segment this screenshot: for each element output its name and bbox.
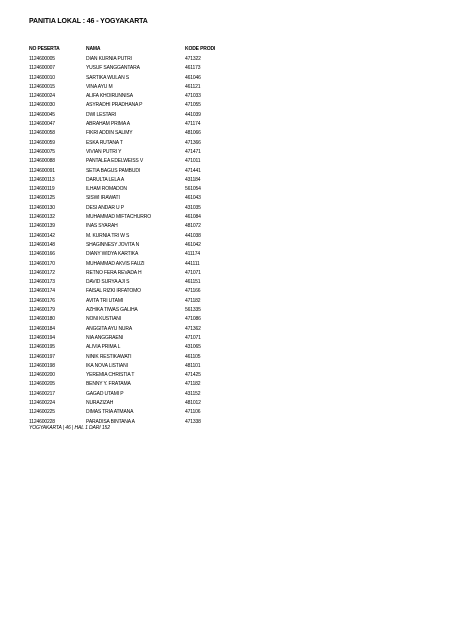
cell-kode-prodi: 471322 bbox=[185, 56, 201, 62]
table-header-row bbox=[29, 44, 399, 55]
table-row bbox=[29, 139, 399, 148]
cell-no-peserta: 1124600179 bbox=[29, 307, 55, 314]
table-row bbox=[29, 176, 399, 185]
table-row bbox=[29, 408, 399, 417]
cell-nama: VINA AYU M bbox=[86, 83, 113, 90]
cell-nama: DARULTA LELA A bbox=[86, 176, 125, 183]
table-row bbox=[29, 222, 399, 231]
cell-kode-prodi: 461043 bbox=[185, 195, 201, 202]
cell-kode-prodi: 471338 bbox=[185, 418, 201, 425]
cell-kode-prodi: 481101 bbox=[185, 362, 201, 369]
cell-nama: SHAGINNESY JOVITA N bbox=[86, 241, 140, 248]
page-title: PANITIA LOKAL : 46 - YOGYAKARTA bbox=[29, 18, 148, 25]
cell-no-peserta: 1124600224 bbox=[29, 399, 55, 406]
table-row bbox=[29, 315, 399, 324]
header-nama: NAMA bbox=[86, 46, 101, 52]
cell-no-peserta: 1124600125 bbox=[29, 195, 55, 202]
cell-kode-prodi: 471425 bbox=[185, 372, 201, 379]
table-row bbox=[29, 380, 399, 389]
cell-no-peserta: 1124600200 bbox=[29, 372, 55, 379]
cell-no-peserta: 1124600119 bbox=[29, 186, 55, 193]
cell-kode-prodi: 471182 bbox=[185, 381, 201, 388]
cell-kode-prodi: 461084 bbox=[185, 214, 201, 221]
cell-no-peserta: 1124600058 bbox=[29, 130, 55, 137]
table-row bbox=[29, 269, 399, 278]
cell-nama: SARTIKA WULAN S bbox=[86, 74, 129, 81]
cell-no-peserta: 1124600015 bbox=[29, 83, 55, 90]
table-row bbox=[29, 74, 399, 83]
cell-no-peserta: 1124600005 bbox=[29, 56, 55, 62]
cell-no-peserta: 1124600007 bbox=[29, 65, 55, 72]
cell-kode-prodi: 471055 bbox=[185, 102, 201, 109]
cell-nama: FAISAL RIZKI IRFATOMO bbox=[86, 288, 141, 295]
cell-kode-prodi: 441039 bbox=[185, 111, 201, 118]
cell-nama: IKA NOVA LISTIANI bbox=[86, 362, 128, 369]
cell-kode-prodi: 431152 bbox=[185, 390, 201, 397]
header-kode-prodi: KODE PRODI bbox=[185, 46, 216, 52]
table-row bbox=[29, 232, 399, 241]
table-row bbox=[29, 325, 399, 334]
cell-nama: SETIA BAGUS PAMBUDI bbox=[86, 167, 141, 174]
cell-nama: YUSUF SANGGANTARA bbox=[86, 65, 140, 72]
table-row bbox=[29, 343, 399, 352]
cell-nama: VIVIAN PUTRI Y bbox=[86, 148, 122, 155]
cell-nama: SISWI IRAWATI bbox=[86, 195, 120, 202]
cell-nama: NINIK RESTIKAWATI bbox=[86, 353, 132, 360]
table-row bbox=[29, 306, 399, 315]
cell-kode-prodi: 471086 bbox=[185, 316, 201, 323]
table-row bbox=[29, 111, 399, 120]
cell-kode-prodi: 471106 bbox=[185, 409, 201, 416]
table-row bbox=[29, 92, 399, 101]
table-row bbox=[29, 241, 399, 250]
cell-kode-prodi: 561335 bbox=[185, 307, 201, 314]
cell-no-peserta: 1124600173 bbox=[29, 279, 55, 286]
table-row bbox=[29, 185, 399, 194]
cell-nama: ALIFA KHOIRUNNISA bbox=[86, 93, 133, 100]
cell-no-peserta: 1124600194 bbox=[29, 334, 55, 341]
cell-nama: DAVID SURYA AJI S bbox=[86, 279, 130, 286]
cell-nama: DIMAS TRIA ATMANA bbox=[86, 409, 134, 416]
cell-kode-prodi: 431035 bbox=[185, 204, 201, 211]
cell-nama: DESI ANDAR U P bbox=[86, 204, 124, 211]
table-row bbox=[29, 362, 399, 371]
cell-kode-prodi: 441111 bbox=[185, 260, 200, 267]
participant-table bbox=[29, 44, 399, 427]
table-row bbox=[29, 204, 399, 213]
table-row bbox=[29, 399, 399, 408]
cell-kode-prodi: 471033 bbox=[185, 93, 201, 100]
cell-no-peserta: 1124600132 bbox=[29, 214, 55, 221]
cell-kode-prodi: 561054 bbox=[185, 186, 201, 193]
table-row bbox=[29, 260, 399, 269]
cell-no-peserta: 1124600030 bbox=[29, 102, 55, 109]
table-row bbox=[29, 129, 399, 138]
cell-kode-prodi: 471182 bbox=[185, 297, 201, 304]
cell-kode-prodi: 471011 bbox=[185, 158, 201, 165]
cell-no-peserta: 1124600139 bbox=[29, 223, 55, 230]
cell-no-peserta: 1124600075 bbox=[29, 148, 55, 155]
cell-kode-prodi: 461042 bbox=[185, 241, 201, 248]
cell-nama: MUHAMMAD MIFTACHURRO bbox=[86, 214, 151, 221]
cell-nama: ANGGITA AYU NURA bbox=[86, 325, 133, 332]
cell-no-peserta: 1124600113 bbox=[29, 176, 55, 183]
cell-no-peserta: 1124600205 bbox=[29, 381, 55, 388]
cell-no-peserta: 1124600024 bbox=[29, 93, 55, 100]
cell-no-peserta: 1124600197 bbox=[29, 353, 55, 360]
table-row bbox=[29, 194, 399, 203]
cell-no-peserta: 1124600225 bbox=[29, 409, 55, 416]
cell-nama: ASYRADHI PRADHANA P bbox=[86, 102, 143, 109]
cell-kode-prodi: 471174 bbox=[185, 121, 201, 128]
cell-no-peserta: 1124600142 bbox=[29, 232, 55, 239]
cell-nama: GAGAD UTAMI P bbox=[86, 390, 124, 397]
cell-nama: DIANY WIDYA KARTIKA bbox=[86, 251, 139, 258]
cell-nama: RETNO FERA REVADA H bbox=[86, 269, 142, 276]
cell-nama: INAS SYARAH bbox=[86, 223, 118, 230]
cell-kode-prodi: 471362 bbox=[185, 325, 201, 332]
cell-nama: AZHIKA TIWAS GALIHA bbox=[86, 307, 138, 314]
cell-nama: DWI LESTARI bbox=[86, 111, 116, 118]
cell-no-peserta: 1124600198 bbox=[29, 362, 55, 369]
cell-nama: YEREMIA CHRISTIA T bbox=[86, 372, 135, 379]
cell-kode-prodi: 481066 bbox=[185, 130, 201, 137]
table-row bbox=[29, 148, 399, 157]
table-row bbox=[29, 390, 399, 399]
cell-no-peserta: 1124600170 bbox=[29, 260, 55, 267]
cell-nama: NIA ANGGRAENI bbox=[86, 334, 124, 341]
cell-nama: NONI KUSTIANI bbox=[86, 316, 121, 323]
cell-kode-prodi: 411174 bbox=[185, 251, 201, 258]
table-row bbox=[29, 297, 399, 306]
cell-no-peserta: 1124600091 bbox=[29, 167, 55, 174]
cell-no-peserta: 1124600217 bbox=[29, 390, 55, 397]
cell-nama: M. KURNIA TRI W S bbox=[86, 232, 130, 239]
table-row bbox=[29, 83, 399, 92]
cell-nama: BENNY Y. FRATAMA bbox=[86, 381, 131, 388]
cell-kode-prodi: 471471 bbox=[185, 148, 201, 155]
cell-kode-prodi: 471071 bbox=[185, 334, 201, 341]
cell-no-peserta: 1124600184 bbox=[29, 325, 55, 332]
cell-no-peserta: 1124600166 bbox=[29, 251, 55, 258]
cell-nama: ILHAM ROMADON bbox=[86, 186, 127, 193]
cell-kode-prodi: 471071 bbox=[185, 269, 201, 276]
cell-nama: NURAZIZAH bbox=[86, 399, 114, 406]
cell-no-peserta: 1124600010 bbox=[29, 74, 55, 81]
header-no-peserta: NO PESERTA bbox=[29, 46, 60, 52]
cell-no-peserta: 1124600045 bbox=[29, 111, 55, 118]
cell-kode-prodi: 461173 bbox=[185, 65, 201, 72]
cell-kode-prodi: 461121 bbox=[185, 83, 201, 90]
cell-no-peserta: 1124600059 bbox=[29, 139, 55, 146]
table-row bbox=[29, 353, 399, 362]
cell-no-peserta: 1124600180 bbox=[29, 316, 55, 323]
table-row bbox=[29, 55, 399, 64]
cell-kode-prodi: 471366 bbox=[185, 139, 201, 146]
table-row bbox=[29, 157, 399, 166]
cell-kode-prodi: 441038 bbox=[185, 232, 201, 239]
table-row bbox=[29, 64, 399, 73]
table-row bbox=[29, 287, 399, 296]
table-row bbox=[29, 371, 399, 380]
cell-kode-prodi: 461151 bbox=[185, 279, 201, 286]
cell-kode-prodi: 481012 bbox=[185, 399, 201, 406]
table-row bbox=[29, 101, 399, 110]
cell-kode-prodi: 431065 bbox=[185, 344, 201, 351]
cell-no-peserta: 1124600176 bbox=[29, 297, 55, 304]
cell-kode-prodi: 471441 bbox=[185, 167, 201, 174]
cell-no-peserta: 1124600174 bbox=[29, 288, 55, 295]
cell-no-peserta: 1124600047 bbox=[29, 121, 55, 128]
cell-nama: ABRAHAM PRIMA A bbox=[86, 121, 130, 128]
cell-no-peserta: 1124600172 bbox=[29, 269, 55, 276]
cell-no-peserta: 1124600228 bbox=[29, 418, 55, 425]
table-row bbox=[29, 334, 399, 343]
cell-nama: ESKA RUTANA T bbox=[86, 139, 123, 146]
cell-nama: PANTALEA EDELWEISS V bbox=[86, 158, 144, 165]
cell-kode-prodi: 461105 bbox=[185, 353, 201, 360]
cell-kode-prodi: 431184 bbox=[185, 176, 201, 183]
table-row bbox=[29, 250, 399, 259]
cell-no-peserta: 1124600195 bbox=[29, 344, 55, 351]
table-row bbox=[29, 167, 399, 176]
cell-kode-prodi: 481072 bbox=[185, 223, 201, 230]
cell-nama: ALIVIA PRIMA L bbox=[86, 344, 121, 351]
table-row bbox=[29, 120, 399, 129]
table-row bbox=[29, 213, 399, 222]
cell-nama: DIAN KURNIA PUTRI bbox=[86, 56, 132, 62]
cell-kode-prodi: 471166 bbox=[185, 288, 201, 295]
cell-no-peserta: 1124600148 bbox=[29, 241, 55, 248]
cell-no-peserta: 1124600130 bbox=[29, 204, 55, 211]
page-footer: YOGYAKARTA | 46 | HAL 1 DARI 152 bbox=[29, 425, 110, 431]
table-row bbox=[29, 278, 399, 287]
cell-kode-prodi: 461046 bbox=[185, 74, 201, 81]
cell-no-peserta: 1124600088 bbox=[29, 158, 55, 165]
cell-nama: MUHAMMAD AKVIS FAUZI bbox=[86, 260, 145, 267]
cell-nama: PARADISA BINTANA A bbox=[86, 418, 135, 425]
cell-nama: AVITA TRI UTAMI bbox=[86, 297, 124, 304]
cell-nama: FIKRI ADDIN SALIMY bbox=[86, 130, 133, 137]
